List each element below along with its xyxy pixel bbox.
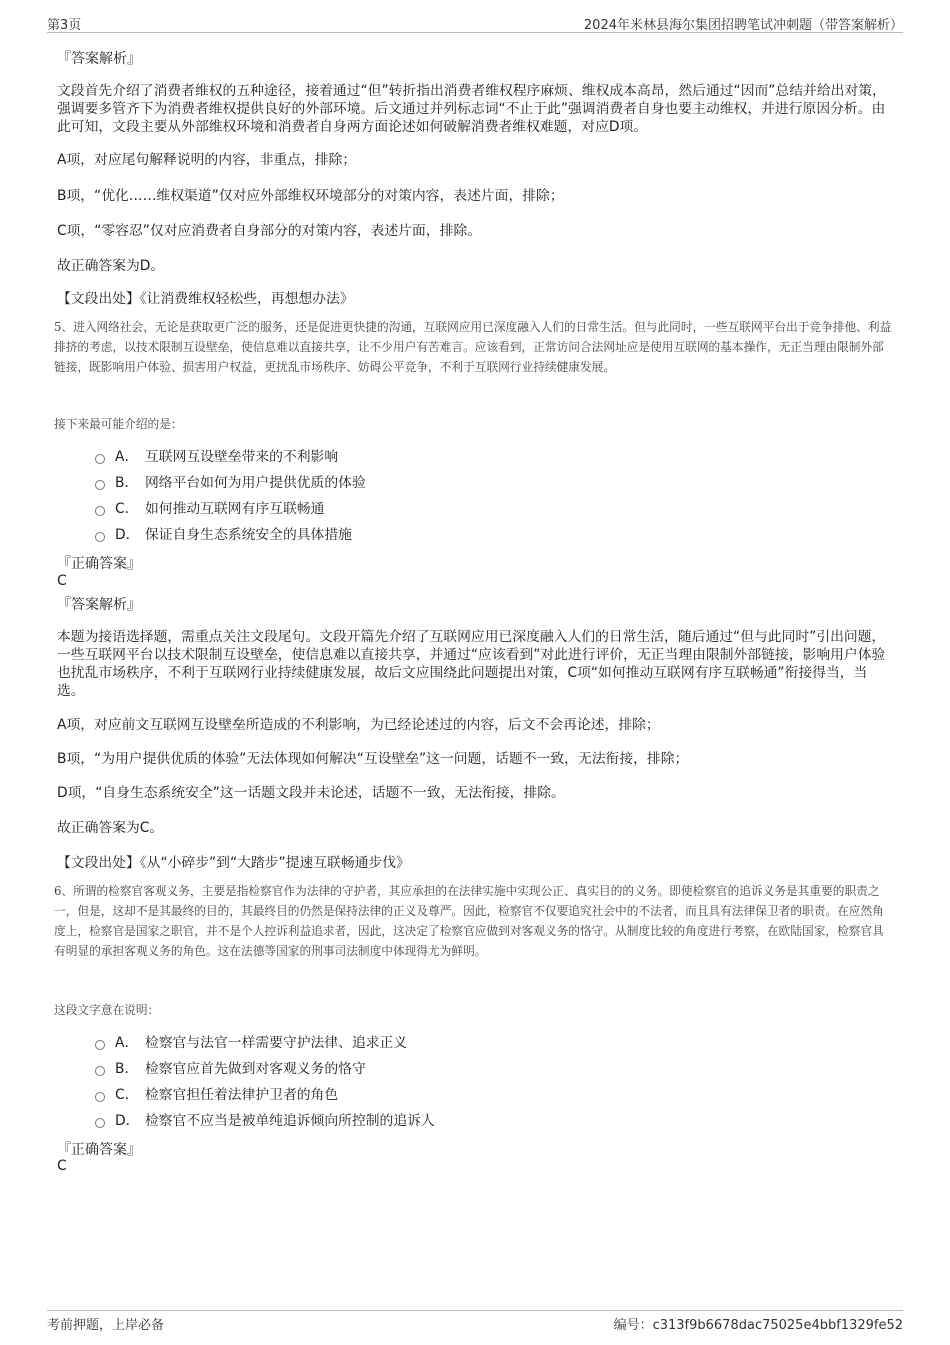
radio-icon[interactable] [95, 532, 105, 542]
radio-icon[interactable] [95, 1092, 105, 1102]
option-a[interactable]: A． 检察官与法官一样需要守护法律、追求正义 [95, 1030, 435, 1056]
question-6-options [95, 1030, 435, 1134]
option-d-note: D项，“自身生态系统安全”这一话题文段并未论述，话题不一致，无法衔接，排除。 [57, 785, 565, 801]
page-footer [47, 1310, 903, 1333]
question-6-stem: 6、所谓的检察官客观义务，主要是指检察官作为法律的守护者，其应承担的在法律实施中实现公正、真实目的的义务。即使检察官的追诉义务是其重要的职责之一，但是，这却不是其最终的目的，其最终目的仍然是保持法律的正义及尊严。因此，检察官不仅要追究社会中的不法者，而且具有法律保卫者的职责。在应然角度上，检察官是国家之职官，并不是个人控诉利益追求者，因此，这决定了检察官应做到对客观义务的恪守。从制度比较的角度进行考察，在欧陆国家，检察官具有明显的承担客观义务的角色。这在法德等国家的刑事司法制度中体现得尤为鲜明。 [54, 884, 884, 958]
page-number: 第3页 [47, 18, 82, 33]
document-code: 编号：c313f9b6678dac75025e4bbf1329fe52 [613, 1318, 903, 1333]
document-title: 2024年米林县海尔集团招聘笔试冲刺题（带答案解析） [583, 18, 903, 33]
option-d[interactable]: D． 检察官不应当是被单纯追诉倾向所控制的追诉人 [95, 1108, 435, 1134]
question-5-stem: 5、进入网络社会，无论是获取更广泛的服务，还是促进更快捷的沟通，互联网应用已深度融入人们的日常生活。但与此同时，一些互联网平台出于竞争排他、利益排挤的考虑，以技术限制互设壁垒，使信息难以直接共享，让不少用户有苦难言。应该看到，正常访问合法网址应是使用互联网的基本操作，无正当理由限制外部链接，既影响用户体验、损害用户权益，更扰乱市场秩序、妨碍公平竞争，不利于互联网行业持续健康发展。 [54, 320, 892, 374]
option-a[interactable]: A． 互联网互设壁垒带来的不利影响 [95, 444, 366, 470]
correct-answer-label: 『正确答案』 [57, 1142, 141, 1158]
option-a-note: A项，对应前文互联网互设壁垒所造成的不利影响，为已经论述过的内容，后文不会再论述，排除； [57, 717, 660, 733]
question-6-lead: 这段文字意在说明： [54, 1003, 160, 1017]
option-b-note: B项，“为用户提供优质的体验”无法体现如何解决“互设壁垒”这一问题，话题不一致，无法衔接，排除； [57, 751, 689, 767]
question-5-lead: 接下来最可能介绍的是： [54, 417, 183, 431]
option-c[interactable]: C． 如何推动互联网有序互联畅通 [95, 496, 366, 522]
radio-icon[interactable] [95, 1118, 105, 1128]
source: 【文段出处】《从“小碎步”到“大踏步”提速互联畅通步伐》 [57, 855, 410, 871]
correct-answer-label: 『正确答案』 [57, 556, 141, 572]
page-header [47, 12, 903, 33]
conclusion: 故正确答案为D。 [57, 258, 165, 274]
correct-answer: C [57, 1158, 67, 1174]
option-b[interactable]: B． 网络平台如何为用户提供优质的体验 [95, 470, 366, 496]
source: 【文段出处】《让消费维权轻松些，再想想办法》 [57, 291, 354, 307]
option-b[interactable]: B． 检察官应首先做到对客观义务的恪守 [95, 1056, 435, 1082]
conclusion: 故正确答案为C。 [57, 820, 164, 836]
radio-icon[interactable] [95, 506, 105, 516]
analysis-text: 本题为接语选择题，需重点关注文段尾句。文段开篇先介绍了互联网应用已深度融入人们的日常生活，随后通过“但与此同时”引出问题，一些互联网平台以技术限制互设壁垒，使信息难以直接共享，并通过“应该看到”对此进行评价，无正当理由限制外部链接，影响用户体验也扰乱市场秩序，不利于互联网行业持续健康发展，故后文应围绕此问题提出对策，C项“如何推动互联网有序互联畅通”衔接得当，当选。 [57, 629, 886, 699]
option-a-note: A项，对应尾句解释说明的内容，非重点，排除； [57, 152, 357, 168]
option-d[interactable]: D． 保证自身生态系统安全的具体措施 [95, 522, 366, 548]
analysis-text: 文段首先介绍了消费者维权的五种途径，接着通过“但”转折指出消费者维权程序麻烦、维权成本高昂，然后通过“因而”总结并给出对策，强调要多管齐下为消费者维权提供良好的外部环境。后文通过并列标志词“不止于此”强调消费者自身也要主动维权，并进行原因分析。由此可知，文段主要从外部维权环境和消费者自身两方面论述如何破解消费者维权难题，对应D项。 [57, 83, 886, 135]
radio-icon[interactable] [95, 1066, 105, 1076]
option-c[interactable]: C． 检察官担任着法律护卫者的角色 [95, 1082, 435, 1108]
option-b-note: B项，“优化……维权渠道”仅对应外部维权环境部分的对策内容，表述片面，排除； [57, 188, 564, 204]
correct-answer: C [57, 573, 67, 589]
analysis-label: 『答案解析』 [57, 597, 141, 613]
option-c-note: C项，“零容忍”仅对应消费者自身部分的对策内容，表述片面，排除。 [57, 223, 482, 239]
analysis-label: 『答案解析』 [57, 51, 141, 67]
radio-icon[interactable] [95, 454, 105, 464]
footer-slogan: 考前押题，上岸必备 [47, 1318, 165, 1333]
question-5-options [95, 444, 366, 548]
radio-icon[interactable] [95, 1040, 105, 1050]
radio-icon[interactable] [95, 480, 105, 490]
